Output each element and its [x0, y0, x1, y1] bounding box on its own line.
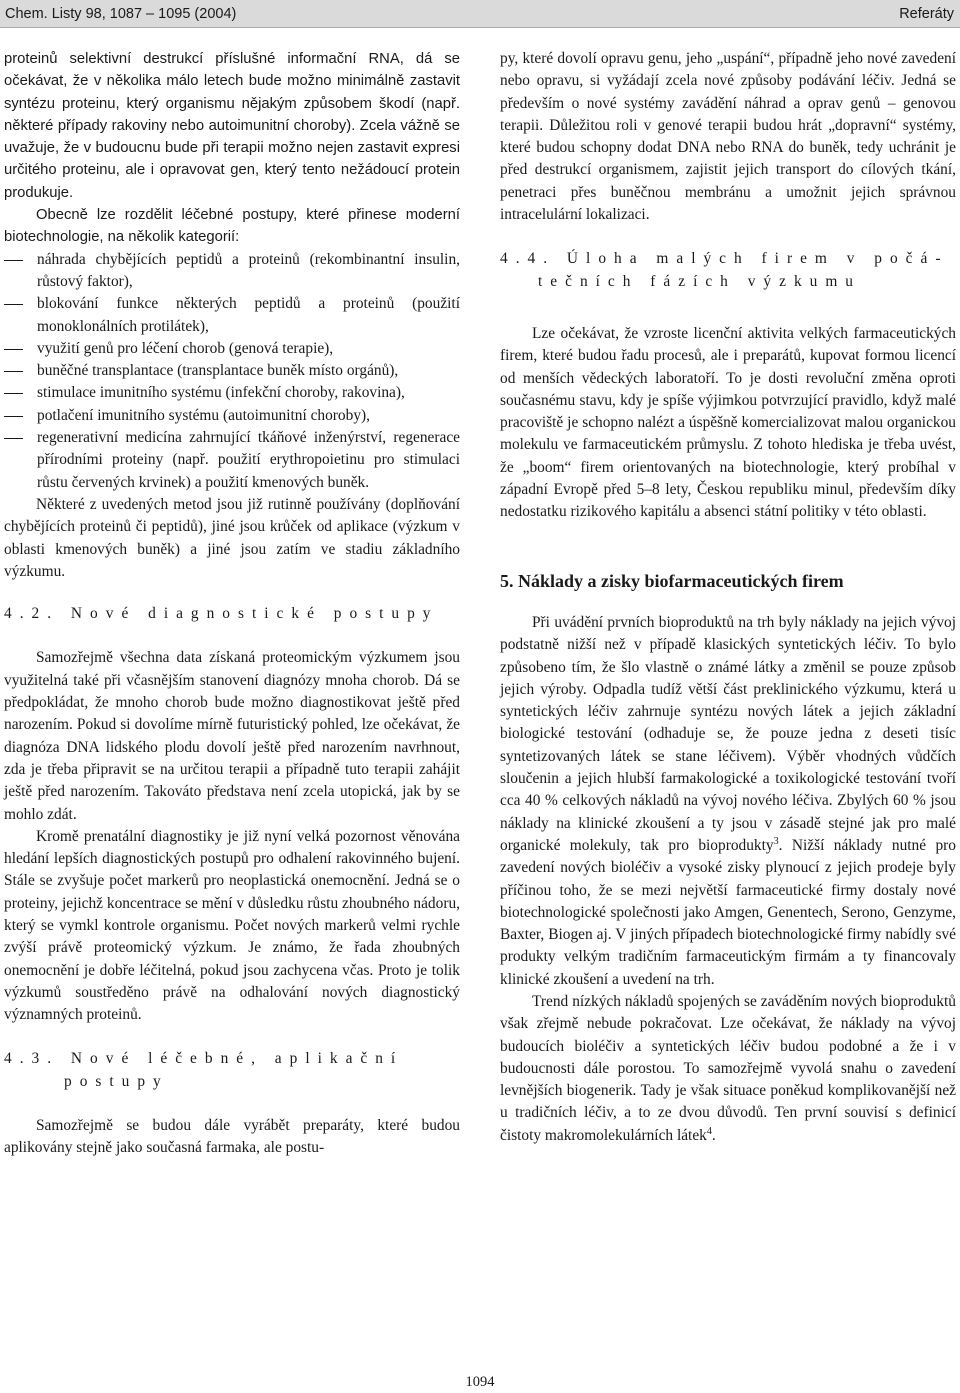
section-heading-5: 5. Náklady a zisky biofarmaceutických firem — [500, 570, 844, 591]
section-heading-4-4 — [500, 248, 956, 293]
list-item: náhrada chybějících peptidů a proteinů (rekombinantní insulin, růstový faktor), — [4, 249, 460, 294]
list-item: využití genů pro léčení chorob (genová terapie), — [4, 338, 460, 360]
heading-text: 4.4. Úloha malých firem v počá- — [500, 250, 949, 268]
paragraph: Obecně lze rozdělit léčebné postupy, které přinese moderní biotechnologie, na několik kategorií: — [4, 207, 460, 246]
paragraph: Kromě prenatální diagnostiky je již nyní velká pozornost věnována hledání lepších diagnostických postupů pro odhalení rakovinného bujení. Stále se zvyšuje počet markerů pro neoplastická onemocnění. Jedná se o proteiny, jejichž koncentrace se mění v důsledku růstu zhoubného nádoru, který se vymkl kontrole organismu. Počet nových markerů velmi rychle zvýší právě proteomický výzkum. Je známo, že řada zhoubných onemocnění je dobře léčitelná, pokud jsou zachycena včas. Proto je tolik výzkumů soustředěno právě na odhalování nových diagnostický významných proteinů. — [4, 827, 460, 1024]
paragraph: py, které dovolí opravu genu, jeho „uspání“, případně jeho nové zavedení nebo opravu, si vyžádají zcela nové způsoby podávání léčiv. Jedná se především o nové systémy zavádění náhrad a oprav genů – genovou terapii. Důležitou roli v genové terapii budou hrát „dopravní“ systémy, které budou schopny dodat DNA nebo RNA do buněk, tedy uchránit je před destrukcí organismem, zajistit jejich transport do cílových tkání, penetraci přes buněčnou membránu a umožnit jejich správnou intracelulární lokalizaci. — [500, 50, 956, 224]
paragraph: Lze očekávat, že vzroste licenční aktivita velkých farmaceutických firem, které budou řadu procesů, ale i preparátů, kupovat formou licencí od menších vědeckých laboratoří. To je dosti revoluční změna oproti současnému stavu, kdy je spíše výjimkou potvrzující pravidlo, když malé pracoviště je schopno nalézt a úspěšně komercializovat malou organickou molekulu ve farmaceutickém průmyslu. Z tohoto hlediska je třeba uvést, že „boom“ firem orientovaných na biotechnologie, který probíhal v západní Evropě před 5–8 lety, Českou republiku minul, především díky nedostatku rizikového kapitálu a absenci státní politiky v této oblasti. — [500, 324, 956, 521]
paragraph: proteinů selektivní destrukcí příslušné informační RNA, dá se očekávat, že v několika málo letech bude možno minimálně zastavit syntézu proteinu, který organismu nějakým způsobem škodí (např. některé případy rakoviny nebo autoimunitní choroby). Zcela vážně se uvažuje, že v budoucnu bude při terapii možno nejen zastavit expresi určitého proteinu, ale i opravovat gen, který tento nežádoucí protein produkuje. — [4, 51, 460, 201]
citation-ref: 3 — [773, 835, 779, 847]
section-heading-4-3 — [4, 1048, 460, 1093]
paragraph: Trend nízkých nákladů spojených se zaváděním nových bioproduktů však zřejmě nebude pokračovat. Lze očekávat, že náklady na vývoj budoucích bioléčiv a syntetických léčiv budou podobné a že i v budoucnosti dále porostou. To samozřejmě vyvolá snahu o zavedení levnějších biogenerik. Tady je však situace poněkud komplikovanější než u tradičních léčiv, a to ze dvou důvodů. Ten první souvisí s definicí čistoty makromolekulárních látek$^4$. — [500, 992, 956, 1144]
section-label: Referáty — [899, 6, 954, 22]
journal-citation: Chem. Listy 98, 1087 – 1095 (2004) — [5, 6, 237, 22]
paragraph: Některé z uvedených metod jsou již rutinně používány (doplňování chybějících proteinů či peptidů), jiné jsou krůček od aplikace (výzkum v oblasti kmenových buněk) a jiné jsou zatím ve stadiu základního výzkumu. — [4, 495, 460, 580]
page-number: 1094 — [465, 1374, 495, 1390]
section-heading-4-2 — [4, 603, 460, 625]
treatment-categories-list — [4, 249, 460, 494]
list-item: buněčné transplantace (transplantace buněk místo orgánů), — [4, 360, 460, 382]
right-column — [500, 48, 956, 1147]
heading-text: 4.3. Nové léčebné, aplikační — [4, 1050, 404, 1068]
heading-text: postupy — [64, 1072, 169, 1090]
list-item: potlačení imunitního systému (autoimunitní choroby), — [4, 405, 460, 427]
paragraph: Samozřejmě se budou dále vyrábět preparáty, které budou aplikovány stejně jako současná farmaka, ale postu- — [4, 1117, 460, 1157]
running-header — [0, 0, 960, 28]
left-column — [4, 48, 460, 1160]
citation-ref: 4 — [706, 1125, 712, 1137]
paragraph: Samozřejmě všechna data získaná proteomickým výzkumem jsou využitelná také při včasnějším stanovení diagnózy mnoha chorob. Dá se předpokládat, že mnoho chorob bude možno diagnostikovat ještě před narozením. Pokud si dovolíme mírně futuristický pohled, lze očekávat, že diagnóza DNA lidského plodu dovolí ještě před narozením navrhnout, zda je třeba připravit se na určitou terapii a případně tuto terapii zahájit ještě před narozením. Takováto představa není zcela utopická, jak by se mohlo zdát. — [4, 649, 460, 823]
paragraph: Při uvádění prvních bioproduktů na trh byly náklady na jejich vývoj podstatně nižší než v případě klasických syntetických léčiv. To bylo způsobeno tím, že šlo vlastně o známé látky a změnil se pouze způsob jejich výroby. Odpadla tudíž větší část preklinického výzkumu, která u syntetických léčiv zahrnuje syntézu nových látek a jejich základní biologické testování (odhaduje se, že pouze jedna z deseti tisíc syntetizovaných látek se stane léčivem). Výběr vhodných vůdčích sloučenin a jejich hlubší farmakologické a toxikologické testování tvoří cca 40 % celkových nákladů na vývoj nového léčiva. Zbylých 60 % jsou náklady na klinické zkoušení a ty jsou v zásadě stejné jak pro malé organické molekuly, tak pro bioprodukty$^3$. Nižší náklady nutné pro zavedení nových bioléčiv a vysoké zisky plynoucí z jejich prodeje byly příčinou toho, že se mezi největší farmaceutické firmy dostaly nové biotechnologické společnosti jako Amgen, Genentech, Serono, Genzyme, Baxter, Biogen aj. V jiných případech biotechnologické firmy nabídly své produkty velkým tradičním farmaceutickým firmám a ty financovaly klinické zkoušení a uvedení na trh. — [500, 613, 956, 988]
list-item: regenerativní medicína zahrnující tkáňové inženýrství, regenerace přírodními proteiny (např. použití erythropoietinu pro stimulaci růstu červených krvinek) a použití kmenových buněk. — [4, 427, 460, 494]
heading-text: tečních fázích výzkumu — [538, 272, 862, 290]
list-item: blokování funkce některých peptidů a proteinů (použití monoklonálních protilátek), — [4, 293, 460, 338]
list-item: stimulace imunitního systému (infekční choroby, rakovina), — [4, 382, 460, 404]
heading-text: 4.2. Nové diagnostické postupy — [4, 605, 439, 623]
